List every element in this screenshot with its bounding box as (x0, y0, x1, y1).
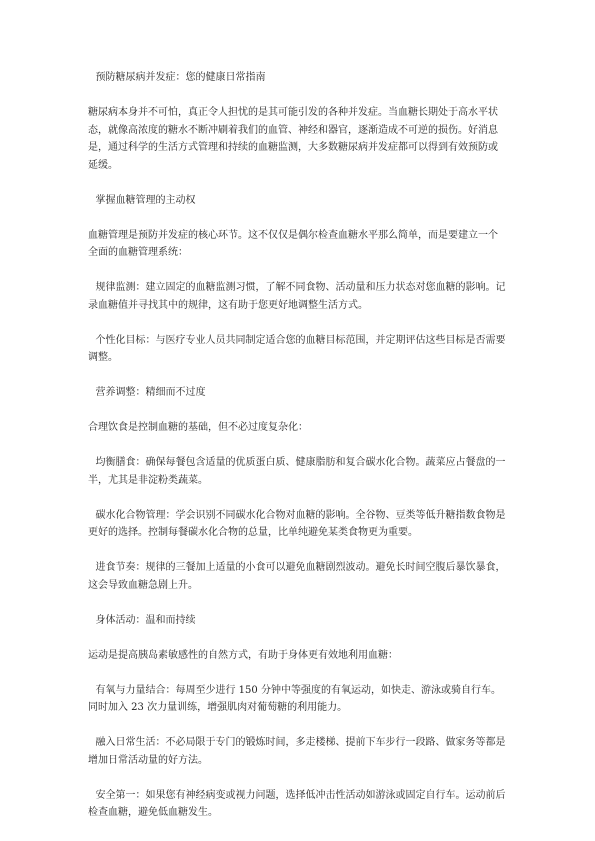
body-paragraph: 合理饮食是控制血糖的基础，但不必过度复杂化： (88, 422, 308, 433)
list-item: 融入日常生活：不必局限于专门的锻炼时间，多走楼梯、提前下车步行一段路、做家务等都是增加日常活动量的好方法。 (88, 737, 506, 766)
list-item: 进食节奏：规律的三餐加上适量的小食可以避免血糖剧烈波动。避免长时间空腹后暴饮暴食，这会导致血糖急剧上升。 (88, 562, 506, 591)
body-paragraph: 运动是提高胰岛素敏感性的自然方式，有助于身体更有效地利用血糖： (88, 649, 398, 661)
list-item: 安全第一：如果您有神经病变或视力问题，选择低冲击性活动如游泳或固定自行车。运动前后检查血糖，避免低血糖发生。 (88, 789, 506, 818)
list-item: 碳水化合物管理：学会识别不同碳水化合物对血糖的影响。全谷物、豆类等低升糖指数食物是更好的选择。控制每餐碳水化合物的总量，比单纯避免某类食物更为重要。 (88, 509, 506, 538)
section-heading: 预防糖尿病并发症：您的健康日常指南 (95, 72, 266, 83)
section-heading: 身体活动：温和而持续 (95, 614, 196, 626)
list-item: 均衡膳食：确保每餐包含适量的优质蛋白质、健康脂肪和复合碳水化合物。蔬菜应占餐盘的一半，尤其是非淀粉类蔬菜。 (88, 457, 506, 486)
body-paragraph: 血糖管理是预防并发症的核心环节。这不仅仅是偶尔检查血糖水平那么简单，而是要建立一个全面的血糖管理系统： (88, 229, 498, 258)
section-heading: 掌握血糖管理的主动权 (95, 194, 196, 206)
list-item: 规律监测：建立固定的血糖监测习惯，了解不同食物、活动量和压力状态对您血糖的影响。记录血糖值并寻找其中的规律，这有助于您更好地调整生活方式。 (88, 282, 506, 311)
body-paragraph: 糖尿病本身并不可怕，真正令人担忧的是其可能引发的各种并发症。当血糖长期处于高水平状态，就像高浓度的糖水不断冲刷着我们的血管、神经和器官，逐渐造成不可逆的损伤。好消息是，通过科学的生活方式管理和持续的血糖监测，大多数糖尿病并发症都可以得到有效预防或延缓。 (88, 107, 498, 171)
list-item: 个性化目标：与医疗专业人员共同制定适合您的血糖目标范围，并定期评估这些目标是否需要调整。 (88, 334, 506, 363)
section-heading: 营养调整：精细而不过度 (95, 387, 206, 398)
list-item: 有氧与力量结合：每周至少进行 150 分钟中等强度的有氧运动，如快走、游泳或骑自行车。同时加入 23 次力量训练，增强肌肉对葡萄糖的利用能力。 (88, 684, 501, 713)
